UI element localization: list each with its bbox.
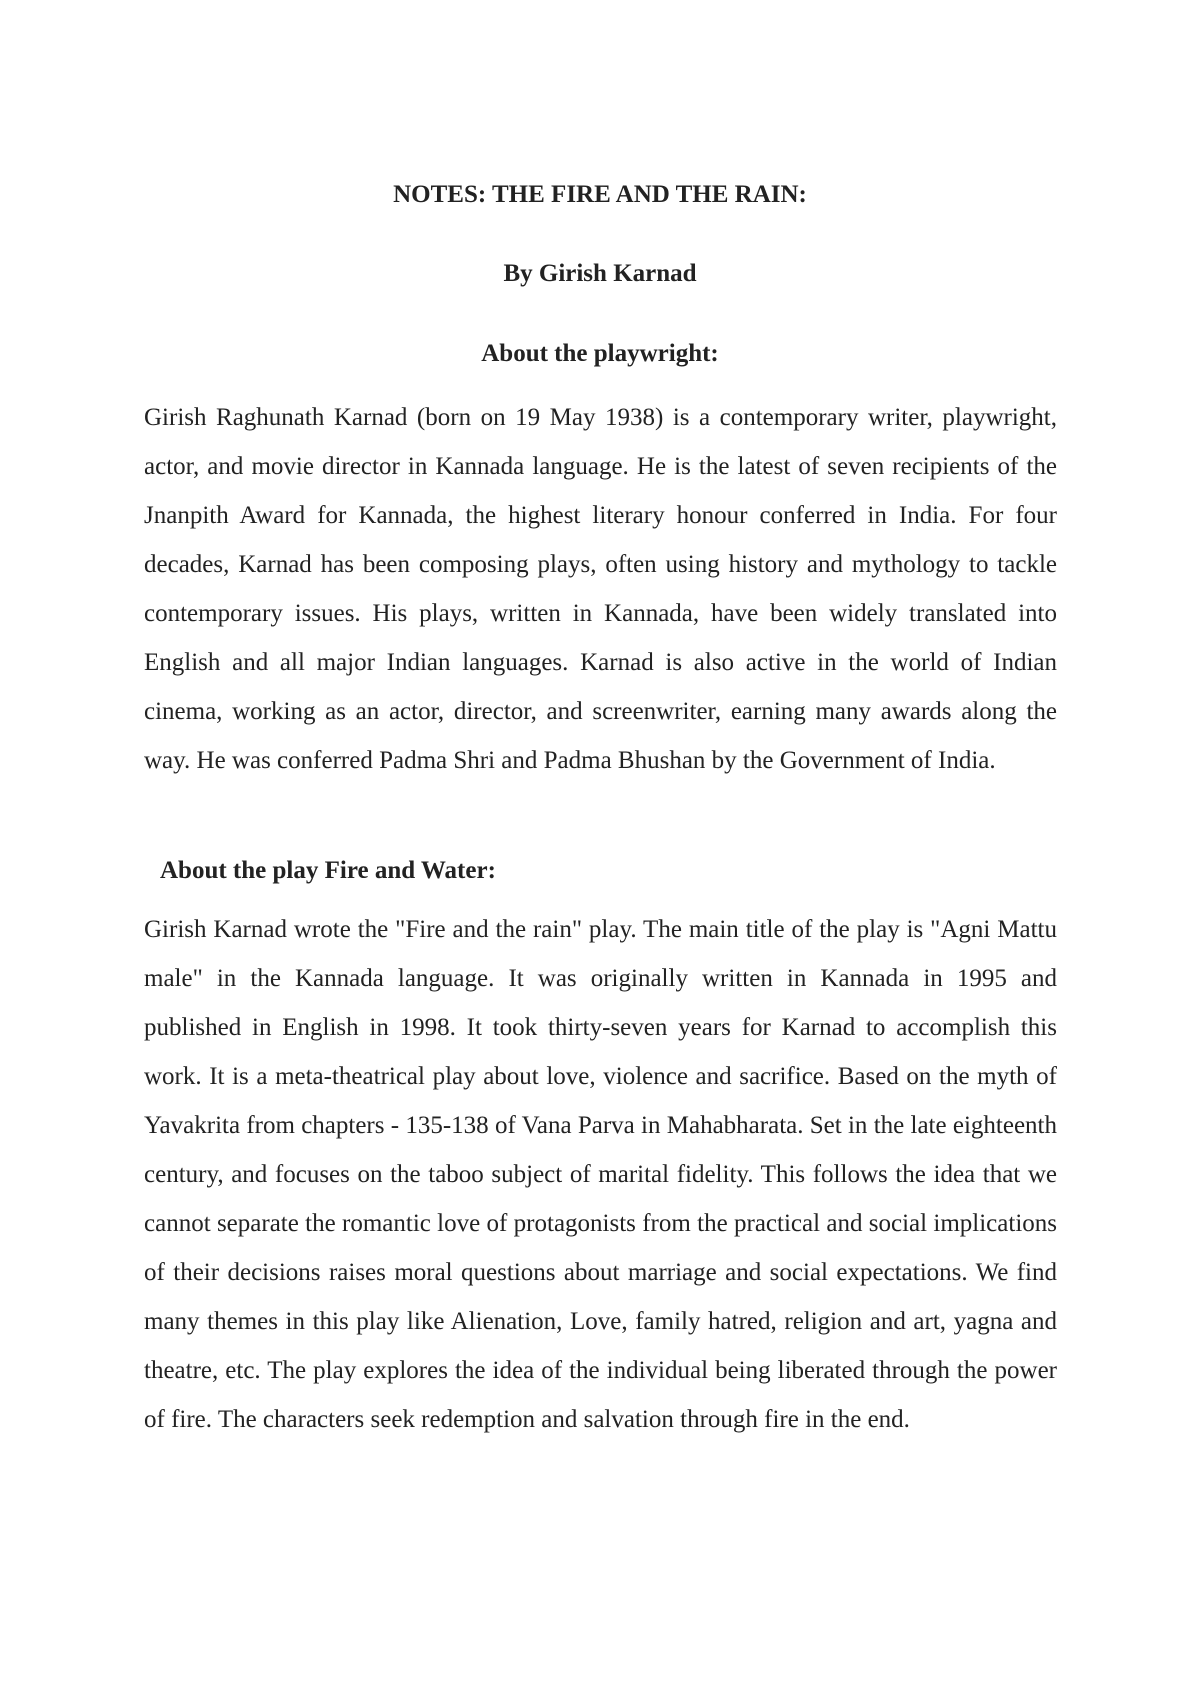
section-heading-playwright: About the playwright: xyxy=(481,340,719,367)
paragraph-play: Girish Karnad wrote the "Fire and the rain" play. The main title of the play is "Agni Mattu male" in the Kannada language. It was originally written in Kannada in 1995 and published in English in 1998. It took thirty-seven years for Karnad to accomplish this work. It is a meta-theatrical play about love, violence and sacrifice. Based on the myth of Yavakrita from chapters - 135-138 of Vana Parva in Mahabharata. Set in the late eighteenth century, and focuses on the taboo subject of marital fidelity. This follows the idea that we cannot separate the romantic love of protagonists from the practical and social implications of their decisions raises moral questions about marriage and social expectations. We find many themes in this play like Alienation, Love, family hatred, religion and art, yagna and theatre, etc. The play explores the idea of the individual being liberated through the power of fire. The characters seek redemption and salvation through fire in the end. xyxy=(144,916,1057,1433)
document-title: NOTES: THE FIRE AND THE RAIN: xyxy=(393,181,807,208)
document-author: By Girish Karnad xyxy=(503,260,697,287)
section-heading-play: About the play Fire and Water: xyxy=(160,857,496,884)
paragraph-playwright: Girish Raghunath Karnad (born on 19 May 1938) is a contemporary writer, playwright, actor, and movie director in Kannada language. He is the latest of seven recipients of the Jnanpith Award for Kannada, the highest literary honour conferred in India. For four decades, Karnad has been composing plays, often using history and mythology to tackle contemporary issues. His plays, written in Kannada, have been widely translated into English and all major Indian languages. Karnad is also active in the world of Indian cinema, working as an actor, director, and screenwriter, earning many awards along the way. He was conferred Padma Shri and Padma Bhushan by the Government of India. xyxy=(144,404,1057,774)
